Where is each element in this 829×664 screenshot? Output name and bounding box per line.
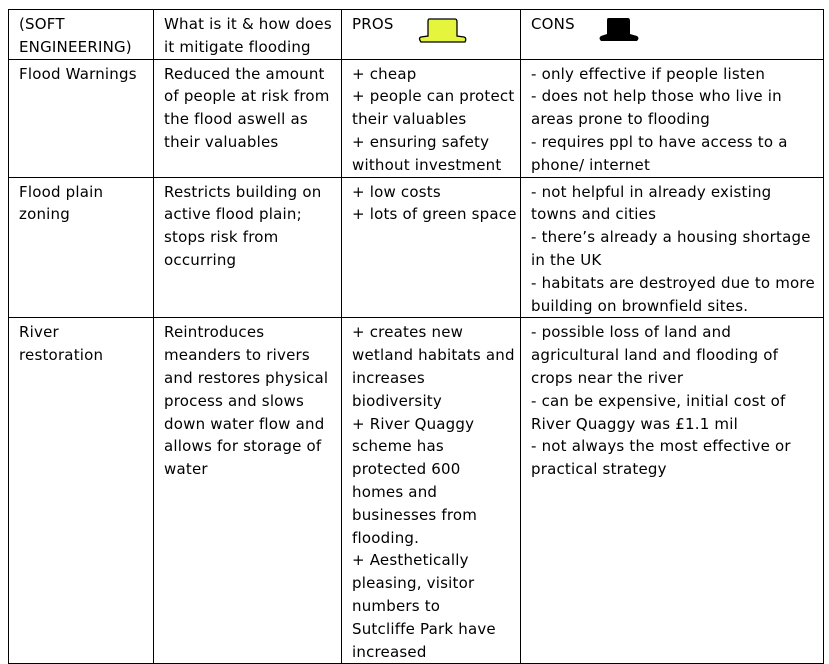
cell-method-name <box>9 59 154 177</box>
cell-description <box>154 59 342 177</box>
text-line: Restricts building on <box>164 182 322 201</box>
text-line: - requires ppl to have access to a <box>531 132 788 151</box>
text-line: building on brownfield sites. <box>531 296 749 315</box>
text-line: active flood plain; <box>164 205 302 224</box>
text-line: Sutcliffe Park have <box>352 619 496 638</box>
text-line: restoration <box>19 346 104 365</box>
text-line: - habitats are destroyed due to more <box>531 273 815 292</box>
text-line: homes and <box>352 482 438 501</box>
text-line: - only effective if people listen <box>531 64 766 83</box>
text-line: protected 600 <box>352 460 461 479</box>
text-line: their valuables <box>164 132 279 151</box>
text-line: of people at risk from <box>164 87 330 106</box>
cell-cons <box>521 318 824 664</box>
text-line: towns and cities <box>531 205 657 224</box>
header-text: it mitigate flooding <box>164 37 311 56</box>
text-line: wetland habitats and <box>352 346 515 365</box>
text-line: River <box>19 323 59 342</box>
header-cell-category <box>9 10 154 60</box>
text-line: without investment <box>352 155 502 174</box>
table-row <box>9 177 824 318</box>
text-line: - there’s already a housing shortage <box>531 228 811 247</box>
header-text: (SOFT <box>19 15 65 33</box>
cell-method-name <box>9 318 154 664</box>
header-cell-what <box>154 10 342 60</box>
text-line: + people can protect <box>352 87 515 106</box>
text-line: down water flow and <box>164 414 325 433</box>
text-line: businesses from <box>352 505 478 524</box>
text-line: - not helpful in already existing <box>531 182 772 201</box>
cell-description <box>154 177 342 318</box>
text-line: water <box>164 460 208 479</box>
text-line: crops near the river <box>531 368 684 387</box>
text-line: biodiversity <box>352 391 442 410</box>
text-line: + lots of green space <box>352 205 517 224</box>
text-line: occurring <box>164 250 237 269</box>
cell-description <box>154 318 342 664</box>
text-line: allows for storage of <box>164 437 322 456</box>
cell-pros <box>342 59 521 177</box>
text-line: meanders to rivers <box>164 346 310 365</box>
text-line: + ensuring safety <box>352 132 490 151</box>
text-line: scheme has <box>352 437 444 456</box>
yellow-hat-icon <box>418 16 468 46</box>
header-pros-label: PROS <box>352 15 394 33</box>
header-row <box>9 10 824 60</box>
text-line: Reduced the amount <box>164 64 325 83</box>
text-line: zoning <box>19 205 70 224</box>
text-line: - not always the most effective or <box>531 437 791 456</box>
text-line: the flood aswell as <box>164 110 308 129</box>
cell-method-name <box>9 177 154 318</box>
text-line: practical strategy <box>531 460 667 479</box>
header-cell-pros <box>342 10 521 60</box>
text-line: Flood Warnings <box>19 64 137 83</box>
text-line: River Quaggy was £1.1 mil <box>531 414 738 433</box>
text-line: phone/ internet <box>531 155 651 174</box>
text-line: + River Quaggy <box>352 414 475 433</box>
text-line: areas prone to flooding <box>531 110 711 129</box>
text-line: + cheap <box>352 64 417 83</box>
text-line: - can be expensive, initial cost of <box>531 391 786 410</box>
text-line: flooding. <box>352 528 420 547</box>
cell-pros <box>342 177 521 318</box>
header-text: What is it & how does <box>164 15 332 33</box>
text-line: + low costs <box>352 182 441 201</box>
text-line: pleasing, visitor <box>352 574 475 593</box>
text-line: increases <box>352 368 425 387</box>
header-cell-cons <box>521 10 824 60</box>
text-line: process and slows <box>164 391 305 410</box>
header-cons-label: CONS <box>531 15 575 33</box>
cell-cons <box>521 59 824 177</box>
soft-engineering-table <box>8 9 824 664</box>
text-line: - possible loss of land and <box>531 323 732 342</box>
cell-cons <box>521 177 824 318</box>
cell-pros <box>342 318 521 664</box>
text-line: numbers to <box>352 596 441 615</box>
text-line: agricultural land and flooding of <box>531 346 779 365</box>
black-hat-icon <box>597 16 641 46</box>
text-line: + Aesthetically <box>352 551 469 570</box>
text-line: + creates new <box>352 323 464 342</box>
text-line: - does not help those who live in <box>531 87 782 106</box>
table-row <box>9 59 824 177</box>
text-line: increased <box>352 642 427 661</box>
text-line: their valuables <box>352 110 467 129</box>
text-line: Reintroduces <box>164 323 265 342</box>
text-line: Flood plain <box>19 182 104 201</box>
table-row <box>9 318 824 664</box>
header-text: ENGINEERING) <box>19 37 132 56</box>
text-line: in the UK <box>531 250 602 269</box>
text-line: and restores physical <box>164 368 329 387</box>
text-line: stops risk from <box>164 228 279 247</box>
